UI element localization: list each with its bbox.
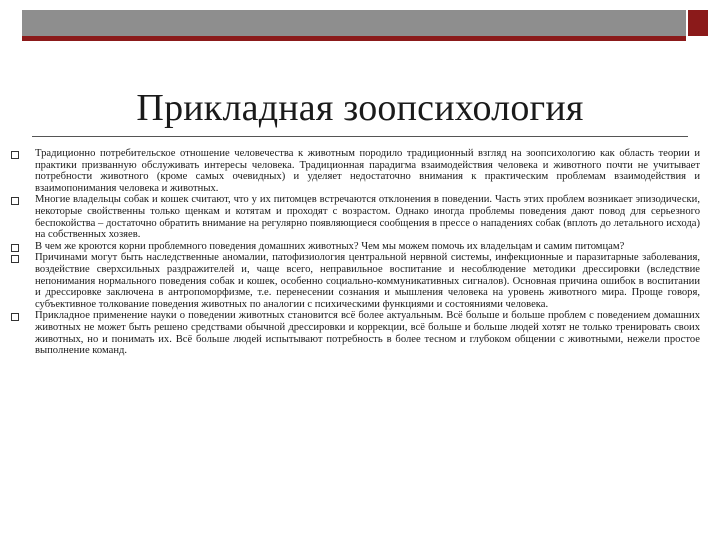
slide-title: Прикладная зоопсихология	[136, 87, 584, 129]
title-divider	[32, 136, 688, 137]
bullet-item	[10, 252, 700, 310]
slide-content	[10, 148, 700, 357]
bullet-text: Причинами могут быть наследственные аномалии, патофизиология центральной нервной системы, инфекционные и паразитарные заболевания, воздействие сверхсильных раздражителей и, чаще всего, неправильное воспитание и несоблюдение методики дрессировки (вследствие непонимания нормального поведения собак и кошек, особенно социально-коммуникативных сигналов). Основная причина ошибок в воспитании и дрессировке заключена в антропоморфизме, т.е. перенесении сознания и мышления человека на уровень животного мира. Проще говоря, субъективное толкование поведения животных по аналогии с психическими функциями и состояниями человека.	[35, 252, 700, 310]
bullet-text: Многие владельцы собак и кошек считают, что у их питомцев встречаются отклонения в поведении. Часть этих проблем возникает эпизодически, некоторые свойственны только щенкам и котятам и проходят с возрастом. Однако иногда проблемы поведения дают повод для серьезного беспокойства – достаточно обратить внимание на регулярно появляющиеся сообщения в прессе о нападениях собак (вплоть до летального исхода) на собственных хозяев.	[35, 194, 700, 241]
square-bullet-icon	[11, 255, 19, 263]
header-corner-square	[688, 10, 708, 36]
bullet-item	[10, 310, 700, 356]
header-bar	[22, 10, 686, 36]
header-accent-line	[22, 36, 686, 41]
bullet-text: Прикладное применение науки о поведении животных становится всё более актуальным. Всё больше и больше проблем с поведением домашних животных не может быть решено средствами обычной дрессировки и коррекции, всё больше и больше людей хотят не только тренировать своих животных, но и понимать их. Всё больше людей испытывают потребность в более тесном и глубоком общении с животными, нежели простое выполнение команд.	[35, 310, 700, 357]
bullet-item	[10, 148, 700, 194]
square-bullet-icon	[11, 151, 19, 159]
square-bullet-icon	[11, 197, 19, 205]
square-bullet-icon	[11, 313, 19, 321]
bullet-text: В чем же кроются корни проблемного поведения домашних животных? Чем мы можем помочь их владельцам и самим питомцам?	[35, 240, 625, 252]
bullet-item	[10, 194, 700, 240]
bullet-text: Традиционно потребительское отношение человечества к животным породило традиционный взгляд на зоопсихологию как область теории и практики призванную обслуживать интересы человека. Традиционная парадигма взаимодействия человека и животного почти не учитывает потребности животного (кроме самых очевидных) и уделяет недостаточно внимания к практическим проблемам взаимодействия и взаимопонимания человека и животных.	[35, 148, 700, 194]
square-bullet-icon	[11, 244, 19, 252]
bullet-item	[10, 241, 700, 253]
